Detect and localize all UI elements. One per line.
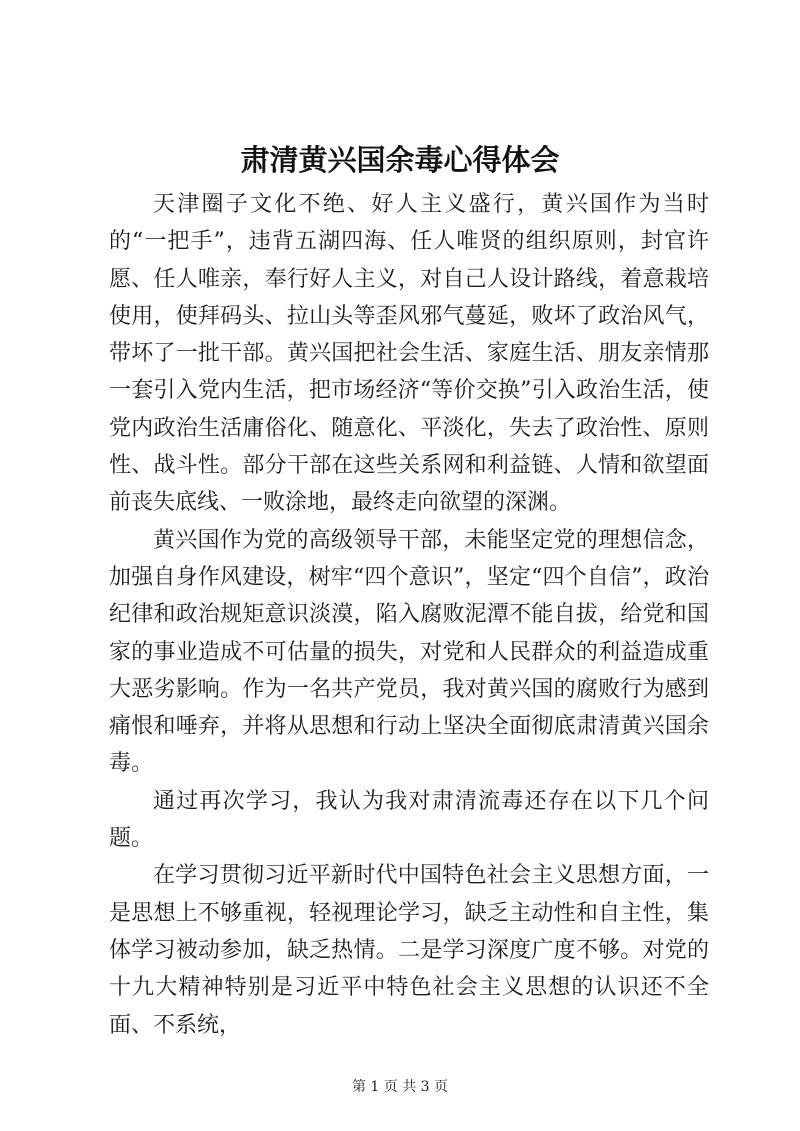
paragraph-1: 天津圈子文化不绝、好人主义盛行，黄兴国作为当时的“一把手”，违背五湖四海、任人唯贤的组织原则，封官许愿、任人唯亲，奉行好人主义，对自己人设计路线，着意栽培使用，使拜码头、拉山头等歪风邪气蔓延，败坏了政治风气，带坏了一批干部。黄兴国把社会生活、家庭生活、朋友亲情那一套引入党内生活，把市场经济“等价交换”引入政治生活，使党内政治生活庸俗化、随意化、平淡化，失去了政治性、原则性、战斗性。部分干部在这些关系网和利益链、人情和欲望面前丧失底线、一败涂地，最终走向欲望的深渊。	[109, 192, 709, 516]
document-title: 肃清黄兴国余毒心得体会	[240, 143, 560, 177]
document-body	[109, 186, 709, 1044]
page-footer: 第 1 页 共 3 页	[351, 1079, 449, 1095]
paragraph-4: 在学习贯彻习近平新时代中国特色社会主义思想方面，一是思想上不够重视，轻视理论学习，缺乏主动性和自主性，集体学习被动参加，缺乏热情。二是学习深度广度不够。对党的十九大精神特别是习近平中特色社会主义思想的认识还不全面、不系统，	[109, 863, 709, 1038]
paragraph-3: 通过再次学习，我认为我对肃清流毒还存在以下几个问题。	[109, 788, 709, 852]
paragraph-2: 黄兴国作为党的高级领导干部，未能坚定党的理想信念，加强自身作风建设，树牢“四个意识”，坚定“四个自信”，政治纪律和政治规矩意识淡漠，陷入腐败泥潭不能自拔，给党和国家的事业造成不可估量的损失，对党和人民群众的利益造成重大恶劣影响。作为一名共产党员，我对黄兴国的腐败行为感到痛恨和唾弃，并将从思想和行动上坚决全面彻底肃清黄兴国余毒。	[109, 527, 709, 777]
